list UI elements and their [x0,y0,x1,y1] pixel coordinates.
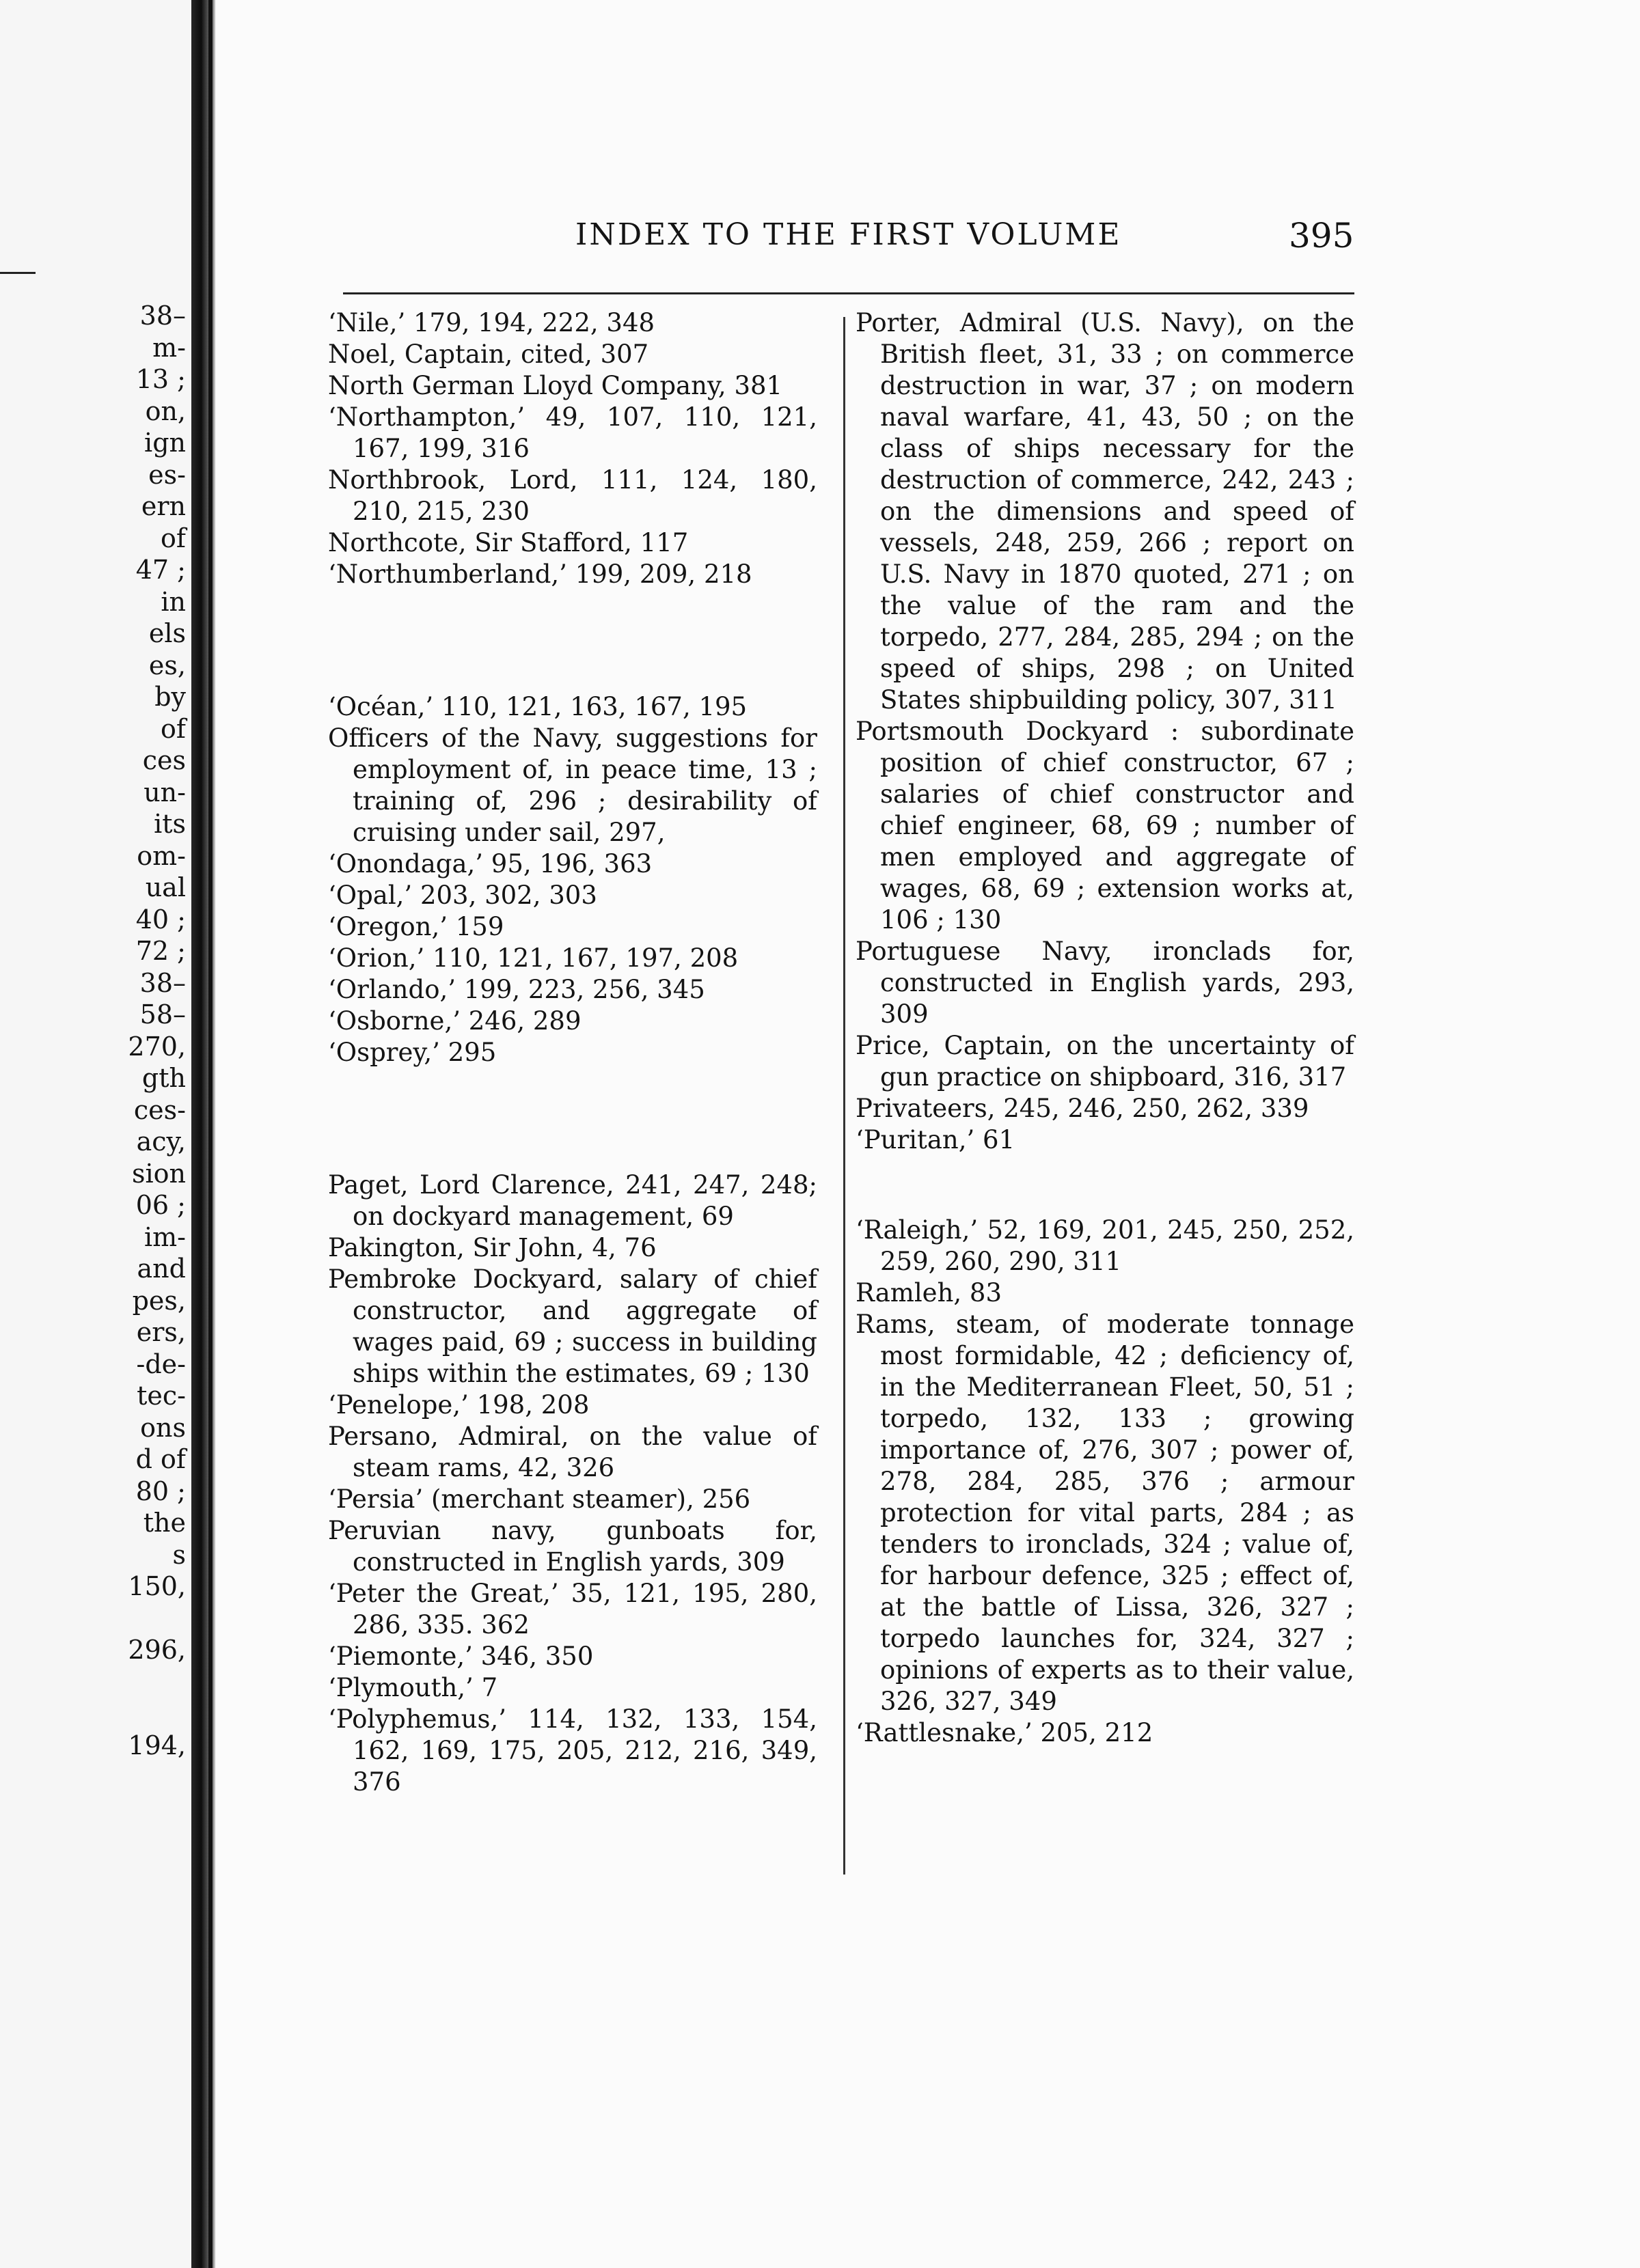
facing-page-fragment: its [154,809,186,839]
facing-page-fragment: acy, [136,1126,186,1157]
index-entry: ‘Océan,’ 110, 121, 163, 167, 195 [328,692,748,721]
header-rule [343,292,1354,294]
facing-page-fragment: 47 ; [135,555,186,585]
facing-page-fragment: un- [144,777,186,807]
index-entry: ‘Nile,’ 179, 194, 222, 348 [328,308,655,337]
facing-page-fragment: 150, [128,1571,186,1601]
facing-page-fragment: d of [135,1444,186,1474]
facing-page-fragment: 38– [139,967,186,998]
index-entry: Noel, Captain, cited, 307 [328,340,649,369]
index-entry: ‘Northampton,’ 49, 107, 110, 121, 167, 199, 316 [328,402,817,463]
index-entry: Officers of the Navy, suggestions for employment of, in peace time, 13 ; training of, 296 ; desirability of cruising under sail, 297, [328,723,817,847]
index-entry: ‘Osborne,’ 246, 289 [328,1006,582,1036]
facing-page-fragment: ons [140,1412,186,1443]
letter-section-gap [856,1156,1354,1215]
index-entry: ‘Raleigh,’ 52, 169, 201, 245, 250, 252, 259, 260, 290, 311 [856,1215,1354,1276]
facing-page-fragment: m- [152,332,186,363]
facing-page-fragment: by [154,682,186,712]
index-entry: Portuguese Navy, ironclads for, constructed in English yards, 293, 309 [856,937,1354,1029]
facing-page-fragment: 80 ; [135,1476,186,1506]
index-entry: ‘Orlando,’ 199, 223, 256, 345 [328,975,705,1004]
index-entry: Persano, Admiral, on the value of steam rams, 42, 326 [328,1422,817,1482]
facing-page-fragment: 270, [128,1031,186,1062]
index-column-left [328,307,817,1798]
facing-page-fragment: 194, [128,1730,186,1760]
index-entry: North German Lloyd Company, 381 [328,371,783,400]
index-entry: ‘Penelope,’ 198, 208 [328,1390,590,1420]
index-entry: ‘Oregon,’ 159 [328,912,504,941]
index-entry: ‘Polyphemus,’ 114, 132, 133, 154, 162, 169, 175, 205, 212, 216, 349, 376 [328,1704,817,1797]
index-entry: ‘Opal,’ 203, 302, 303 [328,881,597,910]
index-column-right [856,307,1354,1749]
index-entry: ‘Onondaga,’ 95, 196, 363 [328,849,653,879]
letter-section-gap [328,590,817,691]
facing-page-fragment: es- [148,459,186,490]
facing-page-fragment: on, [145,396,186,426]
index-entry: Peruvian navy, gunboats for, constructed in English yards, 309 [328,1516,817,1577]
facing-page-fragment: the [143,1508,186,1538]
facing-page-fragment: 296, [128,1635,186,1665]
facing-page-fragment: ces- [133,1094,186,1125]
facing-page-fragment: im- [144,1221,186,1252]
index-entry: Pakington, Sir John, 4, 76 [328,1233,657,1262]
column-divider [843,317,845,1875]
index-entry: Privateers, 245, 246, 250, 262, 339 [856,1094,1309,1123]
facing-page-fragment: -de- [136,1349,186,1379]
facing-page-fragment: 40 ; [135,904,186,935]
index-entry: Rams, steam, of moderate tonnage most formidable, 42 ; deficiency of, in the Mediterranean Fleet, 50, 51 ; torpedo, 132, 133 ; growing importance of, 276, 307 ; power of, 278, 284, 285, 376 ; armour protection for vital parts, 284 ; as tenders to ironclads, 324 ; value of, for harbour defence, 325 ; effect of, at the battle of Lissa, 326, 327 ; torpedo launches for, 324, 327 ; opinions of experts as to their value, 326, 327, 349 [856,1310,1354,1716]
facing-page-fragment: ces [142,745,186,775]
facing-page-fragment: ign [144,428,186,458]
index-entry: Northcote, Sir Stafford, 117 [328,528,689,557]
index-entry: Paget, Lord Clarence, 241, 247, 248; on dockyard management, 69 [328,1170,817,1231]
facing-page-fragment: om- [137,840,186,871]
facing-page-fragment: of [161,713,186,744]
index-entry: Porter, Admiral (U.S. Navy), on the British fleet, 31, 33 ; on commerce destruction in war, 37 ; on modern naval warfare, 41, 43, 50 ; on the class of ships necessary for the destruction of commerce, 242, 243 ; on the dimensions and speed of vessels, 248, 259, 266 ; report on U.S. Navy in 1870 quoted, 271 ; on the value of the ram and the torpedo, 277, 284, 285, 294 ; on the speed of ships, 298 ; on United States shipbuilding policy, 307, 311 [856,308,1354,715]
index-entry: ‘Plymouth,’ 7 [328,1673,498,1702]
facing-page-fragment: es, [148,650,186,680]
index-entry: ‘Rattlesnake,’ 205, 212 [856,1718,1153,1747]
facing-page-fragment: tec- [137,1381,186,1411]
index-entry: ‘Piemonte,’ 346, 350 [328,1642,594,1671]
page-edge [208,0,213,2268]
facing-page [0,0,195,2268]
index-entry: Price, Captain, on the uncertainty of gun practice on shipboard, 316, 317 [856,1031,1354,1092]
facing-page-fragment: gth [141,1063,186,1093]
facing-page-fragment: sion [131,1158,186,1189]
facing-page-fragment: 13 ; [135,364,186,394]
facing-page-fragment: in [161,586,186,617]
index-entry: Portsmouth Dockyard : subordinate position of chief constructor, 67 ; salaries of chief constructor and chief engineer, 68, 69 ; number of men employed and aggregate of wages, 68, 69 ; extension works at, 106 ; 130 [856,717,1354,935]
facing-page-fragment: 72 ; [135,936,186,966]
index-entry: ‘Osprey,’ 295 [328,1038,497,1067]
facing-page-fragment: 06 ; [135,1190,186,1220]
index-entry: Ramleh, 83 [856,1278,1002,1308]
index-entry: ‘Puritan,’ 61 [856,1125,1015,1154]
facing-page-fragment: ers, [136,1317,186,1347]
letter-section-gap [328,1068,817,1170]
facing-page-fragment: 58– [139,999,186,1029]
index-entry: ‘Orion,’ 110, 121, 167, 197, 208 [328,943,739,973]
running-head: INDEX TO THE FIRST VOLUME [575,217,1122,252]
facing-page-fragment: s [172,1539,186,1570]
facing-page-fragment: ern [141,491,186,521]
facing-page-fragment: 38– [139,301,186,331]
facing-page-fragment: pes, [132,1285,186,1316]
facing-page-fragment: of [161,523,186,553]
facing-page-fragment: els [148,618,186,648]
page-number: 395 [1289,216,1354,255]
index-entry: ‘Northumberland,’ 199, 209, 218 [328,559,752,589]
index-entry: ‘Peter the Great,’ 35, 121, 195, 280, 286, 335. 362 [328,1579,817,1640]
index-entry: Northbrook, Lord, 111, 124, 180, 210, 215, 230 [328,465,817,526]
facing-page-rule [0,272,36,274]
facing-page-fragment: ual [145,872,186,902]
index-entry: ‘Persia’ (merchant steamer), 256 [328,1484,751,1514]
index-entry: Pembroke Dockyard, salary of chief constructor, and aggregate of wages paid, 69 ; success in building ships within the estimates, 69 ; 130 [328,1264,817,1388]
facing-page-fragment: and [137,1254,186,1284]
